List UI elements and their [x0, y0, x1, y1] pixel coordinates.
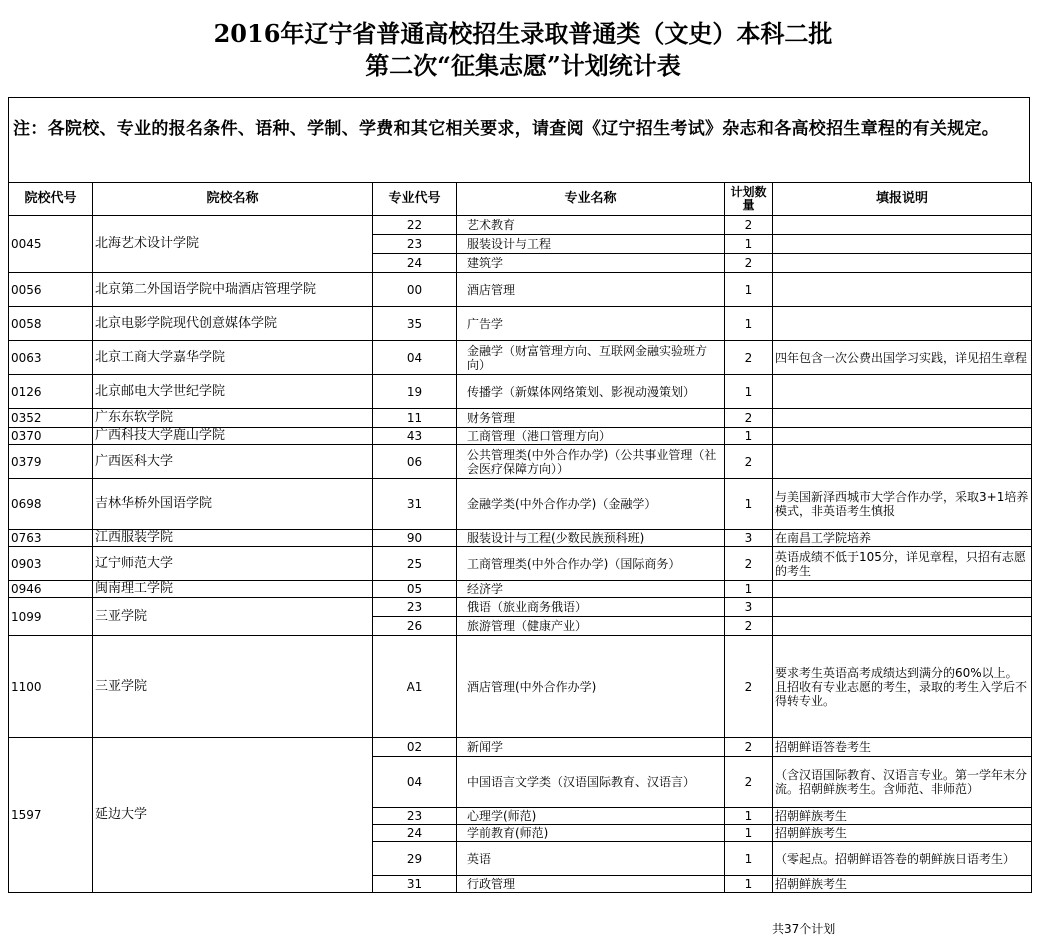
school-name: 延边大学	[93, 738, 373, 893]
major-code: 24	[373, 825, 457, 842]
school-code: 0063	[9, 341, 93, 375]
instructions: 招朝鲜语答卷考生	[773, 738, 1032, 757]
title-line-2: 第二次“征集志愿”计划统计表	[365, 51, 681, 80]
major-name: 酒店管理	[457, 273, 725, 307]
major-code: 00	[373, 273, 457, 307]
plan-count: 2	[725, 757, 773, 808]
major-name: 工商管理类(中外合作办学)（国际商务）	[457, 547, 725, 581]
plan-count: 1	[725, 876, 773, 893]
school-code: 1597	[9, 738, 93, 893]
instructions: （含汉语国际教育、汉语言专业。第一学年末分流。招朝鲜族考生。含师范、非师范）	[773, 757, 1032, 808]
major-name: 建筑学	[457, 254, 725, 273]
table-row	[9, 216, 1032, 235]
instructions	[773, 254, 1032, 273]
plan-count: 2	[725, 547, 773, 581]
major-name: 服装设计与工程(少数民族预科班)	[457, 530, 725, 547]
major-code: A1	[373, 636, 457, 738]
school-code: 0763	[9, 530, 93, 547]
title-line-1: 2016年辽宁省普通高校招生录取普通类（文史）本科二批	[213, 19, 833, 48]
table-row	[9, 547, 1032, 581]
school-name: 北京第二外国语学院中瑞酒店管理学院	[93, 273, 373, 307]
major-code: 31	[373, 479, 457, 530]
major-code: 25	[373, 547, 457, 581]
school-name: 三亚学院	[93, 598, 373, 636]
table-row	[9, 428, 1032, 445]
instructions: 与美国新泽西城市大学合作办学，采取3+1培养模式，非英语考生慎报	[773, 479, 1032, 530]
table-row	[9, 307, 1032, 341]
instructions: 招朝鲜族考生	[773, 808, 1032, 825]
major-code: 31	[373, 876, 457, 893]
total-plans: 共37个计划	[772, 922, 836, 936]
instructions	[773, 216, 1032, 235]
instructions	[773, 307, 1032, 341]
table-row	[9, 636, 1032, 738]
instructions: 招朝鲜族考生	[773, 876, 1032, 893]
header-major-code: 专业代号	[373, 183, 457, 216]
plan-count: 2	[725, 738, 773, 757]
major-name: 英语	[457, 842, 725, 876]
plan-count: 1	[725, 307, 773, 341]
table-row	[9, 409, 1032, 428]
major-code: 23	[373, 808, 457, 825]
major-name: 艺术教育	[457, 216, 725, 235]
table-row	[9, 445, 1032, 479]
plan-count: 1	[725, 825, 773, 842]
plan-count: 2	[725, 341, 773, 375]
major-name: 俄语（旅业商务俄语）	[457, 598, 725, 617]
table-row	[9, 375, 1032, 409]
school-code: 0379	[9, 445, 93, 479]
major-code: 90	[373, 530, 457, 547]
school-name: 闽南理工学院	[93, 581, 373, 598]
table-row	[9, 581, 1032, 598]
major-name: 服装设计与工程	[457, 235, 725, 254]
major-name: 经济学	[457, 581, 725, 598]
school-code: 0056	[9, 273, 93, 307]
major-name: 行政管理	[457, 876, 725, 893]
instructions	[773, 445, 1032, 479]
major-code: 02	[373, 738, 457, 757]
instructions	[773, 617, 1032, 636]
plan-count: 1	[725, 842, 773, 876]
instructions: 在南昌工学院培养	[773, 530, 1032, 547]
school-name: 吉林华桥外国语学院	[93, 479, 373, 530]
major-code: 35	[373, 307, 457, 341]
major-name: 工商管理（港口管理方向）	[457, 428, 725, 445]
school-code: 0698	[9, 479, 93, 530]
table-row	[9, 530, 1032, 547]
instructions: 招朝鲜族考生	[773, 825, 1032, 842]
school-code: 0352	[9, 409, 93, 428]
header-major-name: 专业名称	[457, 183, 725, 216]
instructions	[773, 409, 1032, 428]
major-name: 广告学	[457, 307, 725, 341]
major-code: 06	[373, 445, 457, 479]
school-name: 广西科技大学鹿山学院	[93, 428, 373, 445]
table-row	[9, 273, 1032, 307]
major-code: 04	[373, 341, 457, 375]
instructions: 英语成绩不低于105分，详见章程，只招有志愿的考生	[773, 547, 1032, 581]
school-name: 江西服装学院	[93, 530, 373, 547]
major-code: 23	[373, 235, 457, 254]
major-name: 传播学（新媒体网络策划、影视动漫策划）	[457, 375, 725, 409]
header-instructions: 填报说明	[773, 183, 1032, 216]
plan-count: 3	[725, 530, 773, 547]
major-name: 中国语言文学类（汉语国际教育、汉语言）	[457, 757, 725, 808]
instructions	[773, 428, 1032, 445]
school-name: 广东东软学院	[93, 409, 373, 428]
header-school-code: 院校代号	[9, 183, 93, 216]
table-row	[9, 598, 1032, 617]
plan-count: 2	[725, 445, 773, 479]
major-code: 11	[373, 409, 457, 428]
major-code: 24	[373, 254, 457, 273]
major-code: 05	[373, 581, 457, 598]
major-name: 财务管理	[457, 409, 725, 428]
instructions	[773, 235, 1032, 254]
major-name: 旅游管理（健康产业）	[457, 617, 725, 636]
table-row	[9, 479, 1032, 530]
plan-count: 2	[725, 409, 773, 428]
major-name: 金融学类(中外合作办学)（金融学）	[457, 479, 725, 530]
school-name: 北京电影学院现代创意媒体学院	[93, 307, 373, 341]
note-box	[8, 97, 1030, 182]
school-name: 北京工商大学嘉华学院	[93, 341, 373, 375]
instructions: 要求考生英语高考成绩达到满分的60%以上。且招收有专业志愿的考生，录取的考生入学后不得转专业。	[773, 636, 1032, 738]
major-code: 19	[373, 375, 457, 409]
instructions: （零起点。招朝鲜语答卷的朝鲜族日语考生）	[773, 842, 1032, 876]
major-name: 金融学（财富管理方向、互联网金融实验班方向）	[457, 341, 725, 375]
plan-count: 1	[725, 235, 773, 254]
major-name: 酒店管理(中外合作办学)	[457, 636, 725, 738]
table-header-row	[9, 183, 1032, 216]
major-code: 23	[373, 598, 457, 617]
school-name: 北京邮电大学世纪学院	[93, 375, 373, 409]
plan-count: 2	[725, 617, 773, 636]
instructions	[773, 273, 1032, 307]
note-text: 注：各院校、专业的报名条件、语种、学制、学费和其它相关要求，请查阅《辽宁招生考试》杂志和各高校招生章程的有关规定。	[13, 119, 1000, 139]
header-school-name: 院校名称	[93, 183, 373, 216]
plan-count: 1	[725, 375, 773, 409]
school-code: 0370	[9, 428, 93, 445]
school-code: 1100	[9, 636, 93, 738]
school-code: 0045	[9, 216, 93, 273]
plan-count: 1	[725, 808, 773, 825]
school-name: 辽宁师范大学	[93, 547, 373, 581]
major-code: 04	[373, 757, 457, 808]
plan-count: 2	[725, 216, 773, 235]
major-name: 心理学(师范)	[457, 808, 725, 825]
instructions: 四年包含一次公费出国学习实践，详见招生章程	[773, 341, 1032, 375]
plan-count: 1	[725, 428, 773, 445]
major-name: 学前教育(师范)	[457, 825, 725, 842]
instructions	[773, 375, 1032, 409]
school-code: 0903	[9, 547, 93, 581]
school-name: 北海艺术设计学院	[93, 216, 373, 273]
table-body	[9, 216, 1032, 893]
instructions	[773, 598, 1032, 617]
plan-count: 2	[725, 636, 773, 738]
major-code: 22	[373, 216, 457, 235]
table-row	[9, 341, 1032, 375]
major-name: 新闻学	[457, 738, 725, 757]
major-code: 26	[373, 617, 457, 636]
plan-count: 3	[725, 598, 773, 617]
major-code: 29	[373, 842, 457, 876]
plan-table	[8, 182, 1032, 893]
plan-count: 2	[725, 254, 773, 273]
school-code: 0126	[9, 375, 93, 409]
plan-count: 1	[725, 479, 773, 530]
instructions	[773, 581, 1032, 598]
major-name: 公共管理类(中外合作办学)（公共事业管理（社会医疗保障方向））	[457, 445, 725, 479]
school-name: 三亚学院	[93, 636, 373, 738]
school-code: 0946	[9, 581, 93, 598]
header-plan-count: 计划数量	[725, 183, 773, 216]
plan-count: 1	[725, 581, 773, 598]
school-code: 1099	[9, 598, 93, 636]
table-row	[9, 738, 1032, 757]
plan-count: 1	[725, 273, 773, 307]
school-code: 0058	[9, 307, 93, 341]
school-name: 广西医科大学	[93, 445, 373, 479]
major-code: 43	[373, 428, 457, 445]
